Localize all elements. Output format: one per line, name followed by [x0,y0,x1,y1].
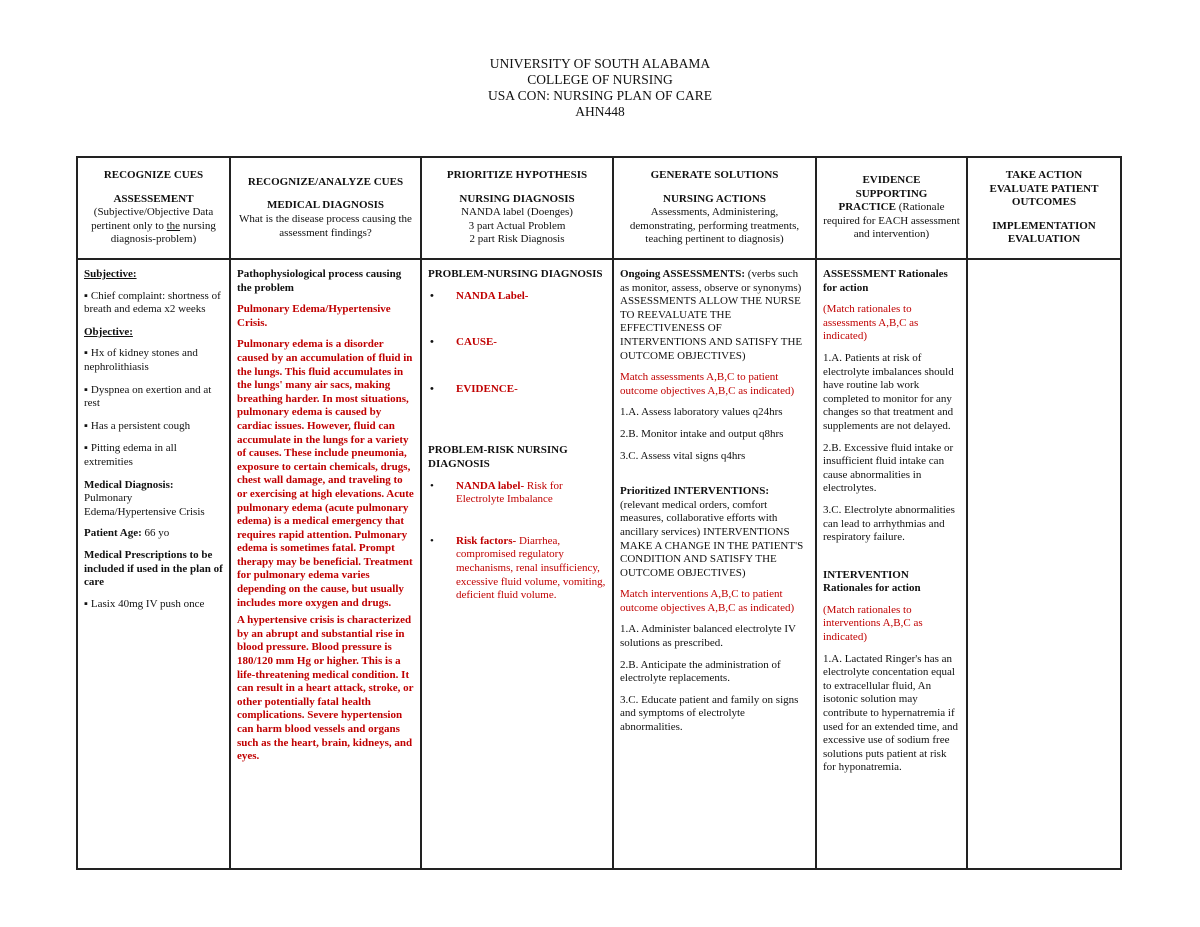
risk-factors: • Risk factors- Diarrhea, compromised regulatory mechanisms, renal insufficiency, excessive fluid volume, vomiting, deficient fluid volume. [428,535,606,603]
list-item: ▪ Dyspnea on exertion and at rest [84,384,223,411]
nursing-actions-cell [613,259,816,869]
list-item: ▪ Lasix 40mg IV push once [84,598,223,612]
diagnosis-name: Pulmonary Edema/Hypertensive Crisis. [237,303,391,329]
header-title: PRIORITIZE HYPOTHESIS [446,169,588,182]
evidence-cell [816,259,967,869]
risk-nanda: • NANDA label- Risk for Electrolyte Imbalance [428,480,606,507]
header-sub: MEDICAL DIAGNOSIS [266,199,385,212]
rationale-item: 3.C. Electrolyte abnormalities can lead to arrhythmias and respiratory failure. [823,503,955,544]
header-title: GENERATE SOLUTIONS [650,169,779,182]
interventions-desc: (relevant medical orders, comfort measures, collaborative efforts with ancillary services) INTERVENTIONS MAKE A CHANGE IN THE PATIENT'S CONDITION AND SATISFY THE OUTCOME OBJECTIVES) [620,498,804,579]
header-desc: What is the disease process causing the assessment findings? [239,213,412,239]
header-title: TAKE ACTION [1005,169,1083,182]
header-desc: (Subjective/Objective Data pertinent only to the nursing diagnosis-problem) [91,206,216,246]
problem-heading: PROBLEM-NURSING DIAGNOSIS [428,268,603,280]
intervention-item: 1.A. Administer balanced electrolyte IV solutions as prescribed. [620,623,796,650]
assessment-item: 3.C. Assess vital signs q4hrs [620,449,746,462]
header-title: IMPLEMENTATION EVALUATION [992,219,1096,246]
header-generate-solutions [613,157,816,259]
cause-label: • CAUSE- [428,336,606,350]
header-line: NANDA label (Doenges) [461,206,573,219]
subjective-list [84,290,223,317]
nursing-diagnosis-cell [421,259,613,869]
header-title: SUPPORTING [855,187,928,200]
interventions-heading: Prioritized INTERVENTIONS: [620,485,770,498]
title-plan: USA CON: NURSING PLAN OF CARE [488,88,712,103]
header-row [77,157,1121,259]
header-desc: Assessments, Administering, demonstrating, performing treatments, teaching pertinent to diagnosis) [629,206,800,246]
rationale-item: 2.B. Excessive fluid intake or insufficient fluid intake can cause abnormalities in electrolytes. [823,441,954,495]
content-row [77,259,1121,869]
assessments-intro: Ongoing ASSESSMENTS: (verbs such as monitor, assess, observe or synonyms) ASSESSMENTS ALLOW THE NURSE TO REEVALUATE THE EFFECTIVENESS OF INTERVENTIONS AND SATISFY THE OUTCOME OBJECTIVES) [620,268,803,362]
intervention-rationale-heading: INTERVENTION Rationales for action [823,568,921,595]
header-line: 3 part Actual Problem [468,219,566,232]
pulmonary-edema-paragraph: Pulmonary edema is a disorder caused by an accumulation of fluid in the lungs. This fluid accumulates in the lungs' many air sacs, making breathing harder. In most situations, pulmonary edema is caused by cardiac issues. However, fluid can accumulate in the lungs for a variety of causes. These include pneumonia, exposure to certain chemicals, drugs, chest wall damage, and traveling to or exercising at high elevations. Acute pulmonary edema (acute pulmonary edema) is a medical emergency that requires rapid attention. Pulmonary edema is sometimes fatal. Prompt therapy may be beneficial. Treatment for pulmonary edema varies depending on the cause, but usually includes more oxygen and drugs. [237,338,414,609]
subjective-label: Subjective: [84,268,137,280]
interventions-match: Match interventions A,B,C to patient outcome objectives A,B,C as indicated) [620,588,795,614]
intervention-item: 3.C. Educate patient and family on signs and symptoms of electrolyte abnormalities. [620,693,799,734]
header-take-action [967,157,1121,259]
nanda-label: • NANDA Label- [428,290,606,304]
prescriptions-list [84,598,223,612]
patho-heading: Pathophysiological process causing the problem [237,268,402,294]
header-evidence-practice [816,157,967,259]
care-plan-table [76,156,1122,870]
title-college: COLLEGE OF NURSING [527,72,673,87]
header-desc: PRACTICE (Rationale [838,201,945,214]
evidence-label: • EVIDENCE- [428,383,606,397]
header-title: RECOGNIZE CUES [103,169,204,182]
risk-list [428,480,606,603]
list-item: ▪ Pitting edema in all extremities [84,442,223,469]
assessment-rationale-match: (Match rationales to assessments A,B,C as indicated) [823,303,919,343]
header-title: RECOGNIZE/ANALYZE CUES [247,175,404,188]
assessment-cell [77,259,230,869]
list-item: ▪ Chief complaint: shortness of breath and edema x2 weeks [84,290,223,317]
header-title: EVALUATE PATIENT OUTCOMES [989,182,1099,209]
assessment-item: 2.B. Monitor intake and output q8hrs [620,427,784,440]
rationale-item: 1.A. Lactated Ringer's has an electrolyte concentation equal to extracellular fluid, An isotonic solution may contribute to hypernatremia if used for an extended time, and excessive use of sodium free solutions puts patient at risk for hyponatremia. [823,652,959,774]
header-recognize-cues [77,157,230,259]
objective-label: Objective: [84,325,133,338]
header-sub: NURSING DIAGNOSIS [459,192,575,205]
evaluation-cell [967,259,1121,869]
list-item: ▪ Hx of kidney stones and nephrolithiasis [84,347,223,374]
assessment-item: 1.A. Assess laboratory values q24hrs [620,406,783,419]
header-sub: NURSING ACTIONS [663,192,766,205]
problem-list [428,290,606,397]
objective-list [84,347,223,469]
title-course: AHN448 [575,104,625,119]
assessment-rationale-heading: ASSESSMENT Rationales for action [823,268,948,294]
medical-diagnosis-label: Medical Diagnosis: [84,478,174,491]
header-prioritize-hypothesis [421,157,613,259]
header-title: EVIDENCE [862,174,921,187]
assessments-match: Match assessments A,B,C to patient outcome objectives A,B,C as indicated) [620,371,795,397]
risk-heading: PROBLEM-RISK NURSING DIAGNOSIS [428,444,568,470]
intervention-item: 2.B. Anticipate the administration of electrolyte replacements. [620,658,781,685]
medical-diagnosis-value: Pulmonary Edema/Hypertensive Crisis [84,492,205,518]
intervention-rationale-match: (Match rationales to interventions A,B,C as indicated) [823,603,923,644]
header-line: 2 part Risk Diagnosis [469,233,565,246]
title-university: UNIVERSITY OF SOUTH ALABAMA [489,56,711,71]
prescriptions-label: Medical Prescriptions to be included if used in the plan of care [84,548,223,589]
rationale-item: 1.A. Patients at risk of electrolyte imbalances should have routine lab work completed to monitor for any changes so that treatment and supplements are not delayed. [823,351,954,432]
patient-age: Patient Age: 66 yo [84,527,170,540]
header-sub: ASSESSEMENT [113,192,194,205]
list-item: ▪ Has a persistent cough [84,420,223,434]
medical-diagnosis-cell [230,259,421,869]
header-desc: required for EACH assessment and intervention) [823,214,960,241]
document-title [0,56,1200,120]
header-analyze-cues [230,157,421,259]
hypertensive-crisis-paragraph: A hypertensive crisis is characterized by an abrupt and substantial rise in blood pressure. Blood pressure is 180/120 mm Hg or higher. This is a life-threatening medical condition. It can result in a heart attack, stroke, or other potentially fatal health complications. Severe hypertension can harm blood vessels and organs such as the heart, brain, kidneys, and eyes. [237,614,414,763]
